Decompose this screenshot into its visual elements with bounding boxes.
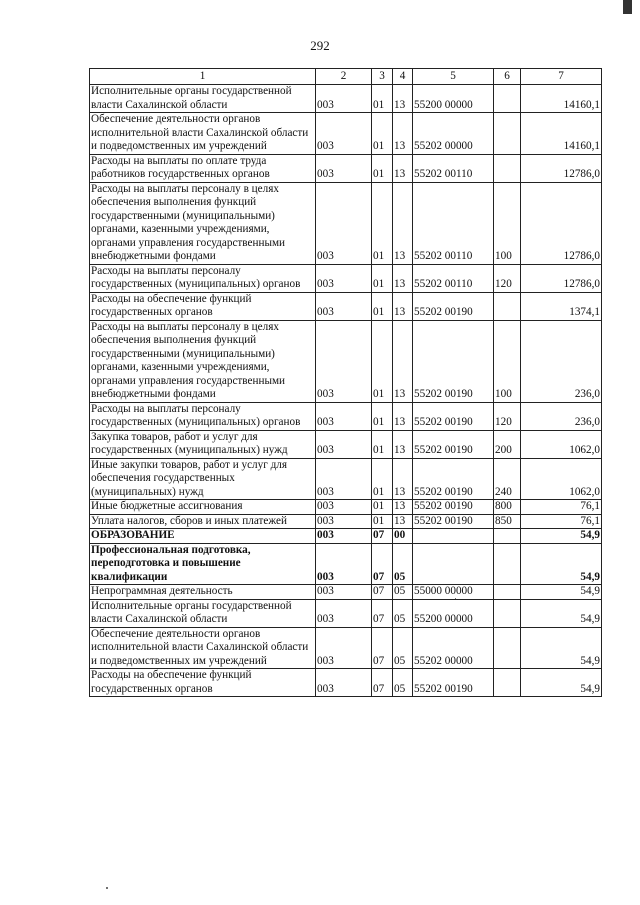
cell-csr-code: 55202 00190 [413,500,494,515]
table-row [90,320,602,402]
cell-vr-code [494,529,521,544]
cell-csr-code: 55000 00000 [413,585,494,600]
cell-vr-code [494,669,521,697]
cell-ved-code: 003 [316,500,372,515]
cell-rz-code: 01 [372,113,393,155]
cell-ved-code: 003 [316,85,372,113]
page-number: 292 [310,38,330,53]
cell-pr-code: 05 [393,543,413,585]
cell-name: Расходы на выплаты персоналу в целях обеспечения выполнения функций государственными (муниципальными) органами, казенными учреждениями, органами управления государственными внебюджетными фондами [90,182,316,264]
cell-pr-code: 05 [393,669,413,697]
cell-pr-code: 00 [393,529,413,544]
cell-vr-code: 850 [494,514,521,529]
cell-ved-code: 003 [316,599,372,627]
cell-pr-code: 05 [393,585,413,600]
cell-pr-code: 13 [393,514,413,529]
scan-speck [106,887,108,889]
cell-amount: 54,9 [521,543,602,585]
cell-amount: 54,9 [521,669,602,697]
cell-ved-code: 003 [316,113,372,155]
cell-vr-code: 120 [494,264,521,292]
table-body [90,85,602,697]
cell-rz-code: 01 [372,292,393,320]
cell-ved-code: 003 [316,292,372,320]
cell-ved-code: 003 [316,514,372,529]
cell-rz-code: 01 [372,154,393,182]
table-row [90,430,602,458]
cell-pr-code: 13 [393,430,413,458]
cell-rz-code: 01 [372,264,393,292]
cell-rz-code: 01 [372,85,393,113]
cell-name: Расходы на обеспечение функций государственных органов [90,669,316,697]
table-row [90,113,602,155]
cell-name: Расходы на выплаты персоналу государственных (муниципальных) органов [90,264,316,292]
cell-csr-code: 55202 00000 [413,113,494,155]
cell-csr-code: 55202 00190 [413,402,494,430]
table-row [90,154,602,182]
cell-vr-code: 800 [494,500,521,515]
cell-rz-code: 07 [372,585,393,600]
cell-rz-code: 01 [372,458,393,500]
col-header-sum: 7 [521,69,602,85]
scan-corner-mark [623,0,632,14]
table-row [90,669,602,697]
cell-amount: 12786,0 [521,154,602,182]
cell-name: ОБРАЗОВАНИЕ [90,529,316,544]
cell-vr-code [494,543,521,585]
table-row [90,402,602,430]
col-header-ved: 2 [316,69,372,85]
cell-name: Иные закупки товаров, работ и услуг для обеспечения государственных (муниципальных) нужд [90,458,316,500]
cell-amount: 1062,0 [521,430,602,458]
cell-amount: 236,0 [521,402,602,430]
cell-pr-code: 13 [393,182,413,264]
cell-ved-code: 003 [316,543,372,585]
cell-vr-code [494,627,521,669]
table-row [90,627,602,669]
cell-vr-code [494,599,521,627]
cell-csr-code: 55200 00000 [413,85,494,113]
cell-pr-code: 13 [393,458,413,500]
cell-vr-code [494,85,521,113]
cell-amount: 12786,0 [521,264,602,292]
cell-amount: 76,1 [521,500,602,515]
cell-amount: 54,9 [521,599,602,627]
col-header-rz: 3 [372,69,393,85]
cell-amount: 54,9 [521,529,602,544]
cell-vr-code: 100 [494,182,521,264]
cell-amount: 14160,1 [521,85,602,113]
cell-pr-code: 13 [393,154,413,182]
cell-amount: 1374,1 [521,292,602,320]
cell-amount: 12786,0 [521,182,602,264]
col-header-csr: 5 [413,69,494,85]
cell-vr-code [494,585,521,600]
cell-pr-code: 13 [393,320,413,402]
cell-rz-code: 07 [372,543,393,585]
cell-vr-code [494,292,521,320]
cell-pr-code: 13 [393,85,413,113]
cell-csr-code: 55202 00190 [413,458,494,500]
cell-amount: 54,9 [521,627,602,669]
cell-name: Обеспечение деятельности органов исполнительной власти Сахалинской области и подведомственных им учреждений [90,627,316,669]
cell-rz-code: 07 [372,669,393,697]
cell-csr-code [413,543,494,585]
cell-rz-code: 01 [372,500,393,515]
cell-csr-code: 55202 00000 [413,627,494,669]
cell-csr-code: 55202 00190 [413,430,494,458]
cell-name: Профессиональная подготовка, переподготовка и повышение квалификации [90,543,316,585]
cell-pr-code: 13 [393,292,413,320]
cell-vr-code: 120 [494,402,521,430]
cell-pr-code: 13 [393,402,413,430]
table-row [90,543,602,585]
cell-ved-code: 003 [316,182,372,264]
cell-ved-code: 003 [316,529,372,544]
table-row [90,264,602,292]
col-header-vr: 6 [494,69,521,85]
cell-pr-code: 13 [393,113,413,155]
cell-rz-code: 07 [372,599,393,627]
scan-speck [455,598,456,599]
cell-name: Расходы на обеспечение функций государственных органов [90,292,316,320]
table-row [90,292,602,320]
cell-vr-code: 240 [494,458,521,500]
cell-csr-code: 55202 00190 [413,669,494,697]
cell-amount: 54,9 [521,585,602,600]
cell-ved-code: 003 [316,458,372,500]
cell-csr-code: 55202 00190 [413,514,494,529]
cell-name: Обеспечение деятельности органов исполнительной власти Сахалинской области и подведомственных им учреждений [90,113,316,155]
col-header-pr: 4 [393,69,413,85]
cell-name: Расходы на выплаты по оплате труда работников государственных органов [90,154,316,182]
cell-ved-code: 003 [316,627,372,669]
cell-name: Иные бюджетные ассигнования [90,500,316,515]
col-header-name: 1 [90,69,316,85]
table-row [90,585,602,600]
table-header-row [90,69,602,85]
cell-pr-code: 05 [393,627,413,669]
cell-ved-code: 003 [316,669,372,697]
cell-ved-code: 003 [316,264,372,292]
cell-amount: 1062,0 [521,458,602,500]
cell-amount: 14160,1 [521,113,602,155]
table-row [90,529,602,544]
cell-csr-code: 55202 00110 [413,182,494,264]
cell-name: Расходы на выплаты персоналу в целях обеспечения выполнения функций государственными (муниципальными) органами, казенными учреждениями, органами управления государственными внебюджетными фондами [90,320,316,402]
cell-ved-code: 003 [316,430,372,458]
cell-amount: 76,1 [521,514,602,529]
table-row [90,514,602,529]
table-row [90,85,602,113]
cell-rz-code: 01 [372,514,393,529]
cell-csr-code [413,529,494,544]
table-row [90,500,602,515]
cell-vr-code: 200 [494,430,521,458]
table-row [90,182,602,264]
cell-name: Расходы на выплаты персоналу государственных (муниципальных) органов [90,402,316,430]
cell-ved-code: 003 [316,154,372,182]
cell-name: Уплата налогов, сборов и иных платежей [90,514,316,529]
cell-ved-code: 003 [316,585,372,600]
cell-name: Непрограммная деятельность [90,585,316,600]
cell-name: Исполнительные органы государственной власти Сахалинской области [90,85,316,113]
cell-rz-code: 01 [372,430,393,458]
cell-ved-code: 003 [316,320,372,402]
cell-rz-code: 01 [372,402,393,430]
cell-pr-code: 13 [393,500,413,515]
cell-csr-code: 55200 00000 [413,599,494,627]
cell-vr-code [494,113,521,155]
cell-rz-code: 01 [372,320,393,402]
cell-csr-code: 55202 00190 [413,292,494,320]
cell-csr-code: 55202 00110 [413,154,494,182]
cell-amount: 236,0 [521,320,602,402]
cell-rz-code: 07 [372,529,393,544]
budget-table [89,68,602,697]
cell-rz-code: 01 [372,182,393,264]
cell-csr-code: 55202 00110 [413,264,494,292]
cell-name: Закупка товаров, работ и услуг для государственных (муниципальных) нужд [90,430,316,458]
cell-pr-code: 05 [393,599,413,627]
cell-rz-code: 07 [372,627,393,669]
cell-name: Исполнительные органы государственной власти Сахалинской области [90,599,316,627]
table-row [90,599,602,627]
cell-csr-code: 55202 00190 [413,320,494,402]
cell-pr-code: 13 [393,264,413,292]
cell-vr-code [494,154,521,182]
table-row [90,458,602,500]
cell-vr-code: 100 [494,320,521,402]
cell-ved-code: 003 [316,402,372,430]
